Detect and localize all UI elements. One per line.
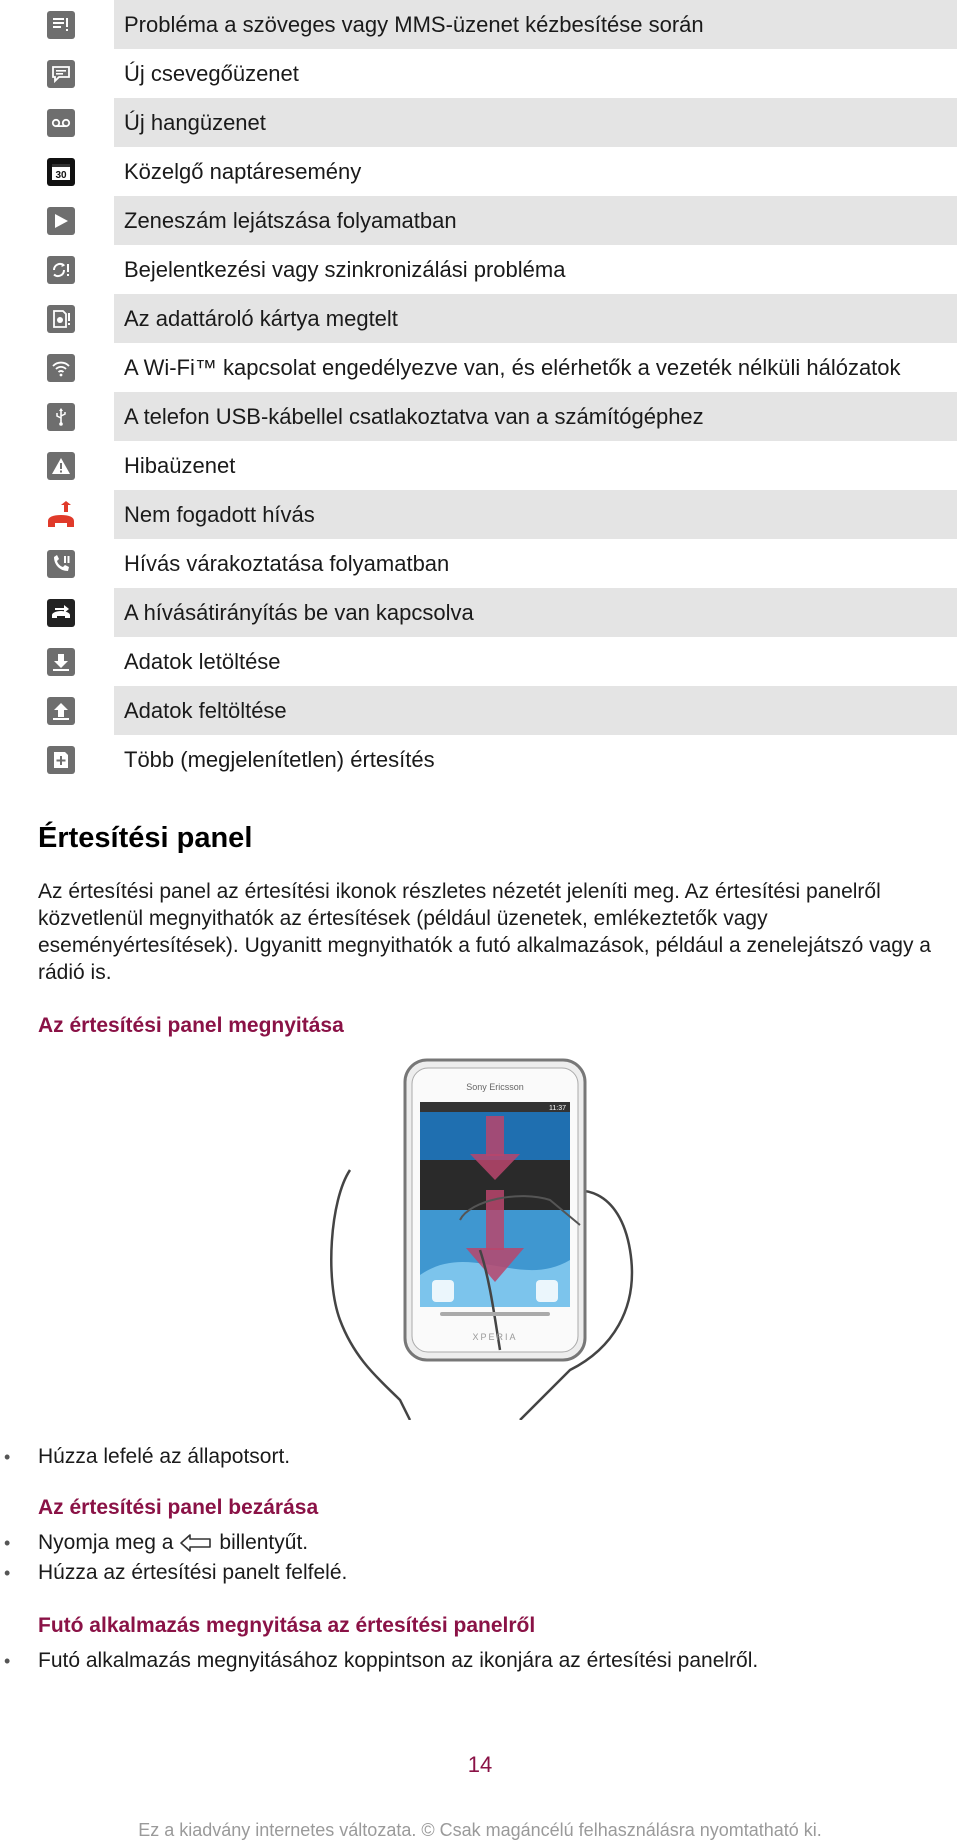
- icon-row-label: Bejelentkezési vagy szinkronizálási probléma: [124, 256, 566, 282]
- close-panel-bullet-1: [0, 1531, 308, 1555]
- back-key-icon: [179, 1532, 213, 1554]
- icon-row: [40, 490, 960, 539]
- bullet-dot: •: [4, 1650, 11, 1671]
- icon-row: [40, 686, 960, 735]
- icon-row: [40, 196, 960, 245]
- icon-row-label: Közelgő naptáresemény: [124, 158, 362, 184]
- usb-icon: [47, 403, 75, 431]
- download-icon: [47, 648, 75, 676]
- icon-row-label: A hívásátirányítás be van kapcsolva: [114, 588, 957, 637]
- section-paragraph: Az értesítési panel az értesítési ikonok részletes nézetét jeleníti meg. Az értesítési panelről közvetlenül megnyithatók az értesítések (például üzenetek, emlékeztetők vagy eseményértesítések). Ugyanitt megnyithatók a futó alkalmazások, például a zenelejátszó vagy a rádió is.: [38, 880, 931, 984]
- icon-row-label: Több (megjelenítetlen) értesítés: [124, 746, 435, 772]
- bullet-text: Húzza lefelé az állapotsort.: [38, 1445, 291, 1468]
- bullet-text-before: Nyomja meg a: [38, 1531, 174, 1554]
- missed-call-icon: [47, 501, 75, 529]
- call-forward-icon: [47, 599, 75, 627]
- icon-row-label: Az adattároló kártya megtelt: [114, 294, 957, 343]
- section-title: Értesítési panel: [38, 822, 253, 854]
- icon-row: [40, 49, 960, 98]
- open-panel-heading: Az értesítési panel megnyitása: [38, 1014, 344, 1037]
- phone-model: XPERIA: [472, 1332, 518, 1342]
- footer-note: Ez a kiadvány internetes változata. © Csak magáncélú felhasználásra nyomtatható ki.: [138, 1820, 822, 1840]
- bullet-text-after: billentyűt.: [219, 1531, 309, 1554]
- icon-row: [40, 637, 960, 686]
- hand-outline: [331, 1170, 410, 1420]
- call-on-hold-icon: [47, 550, 75, 578]
- sync-problem-icon: [47, 256, 75, 284]
- icon-row-label: Új hangüzenet: [114, 98, 957, 147]
- voicemail-icon: [47, 109, 75, 137]
- icon-row: [40, 735, 960, 784]
- icon-row: [40, 245, 960, 294]
- memory-card-full-icon: [47, 305, 75, 333]
- icon-row: [40, 588, 960, 637]
- icon-row-label: Nem fogadott hívás: [114, 490, 957, 539]
- icon-row-label: A telefon USB-kábellel csatlakoztatva van a számítógéphez: [114, 392, 957, 441]
- close-panel-heading: Az értesítési panel bezárása: [38, 1496, 319, 1519]
- icon-row: [40, 147, 960, 196]
- icon-row-label: Zeneszám lejátszása folyamatban: [114, 196, 957, 245]
- icon-row: [40, 539, 960, 588]
- chat-message-icon: [47, 60, 75, 88]
- upload-icon: [47, 697, 75, 725]
- bullet-dot: •: [4, 1532, 11, 1553]
- phone-hand-illustration: [320, 1050, 660, 1420]
- calendar-icon: [47, 158, 75, 186]
- bullet-text: Húzza az értesítési panelt felfelé.: [38, 1561, 348, 1584]
- page-number: 14: [467, 1752, 493, 1777]
- close-panel-bullet-2: [0, 1561, 347, 1585]
- icon-row-label: Adatok feltöltése: [114, 686, 957, 735]
- play-icon: [47, 207, 75, 235]
- wifi-icon: [47, 354, 75, 382]
- bullet-text: Futó alkalmazás megnyitásához koppintson az ikonjára az értesítési panelről.: [38, 1649, 759, 1672]
- icon-row-label: Probléma a szöveges vagy MMS-üzenet kézbesítése során: [114, 0, 957, 49]
- icon-row: [40, 294, 960, 343]
- icon-row-label: Hívás várakoztatása folyamatban: [124, 550, 450, 576]
- icon-row-label: Adatok letöltése: [124, 648, 281, 674]
- icon-row-label: A Wi-Fi™ kapcsolat engedélyezve van, és elérhetők a vezeték nélküli hálózatok: [124, 354, 901, 380]
- icon-row: [40, 98, 960, 147]
- icon-row: [40, 392, 960, 441]
- sms-problem-icon: [47, 11, 75, 39]
- warning-icon: [47, 452, 75, 480]
- icon-row: [40, 0, 960, 49]
- phone-clock: 11:37: [549, 1105, 566, 1112]
- bullet-dot: •: [4, 1446, 11, 1467]
- icon-row: [40, 343, 960, 392]
- more-notifications-icon: [47, 746, 75, 774]
- open-panel-bullet: [0, 1445, 290, 1469]
- bullet-dot: •: [4, 1562, 11, 1583]
- svg-text:30: 30: [55, 169, 67, 181]
- run-app-heading: Futó alkalmazás megnyitása az értesítési panelről: [38, 1614, 536, 1637]
- icon-row: [40, 441, 960, 490]
- status-icon-table: [40, 0, 960, 784]
- run-app-bullet: [0, 1649, 758, 1673]
- icon-row-label: Hibaüzenet: [124, 452, 236, 478]
- phone-brand: Sony Ericsson: [466, 1082, 524, 1092]
- icon-row-label: Új csevegőüzenet: [124, 60, 299, 86]
